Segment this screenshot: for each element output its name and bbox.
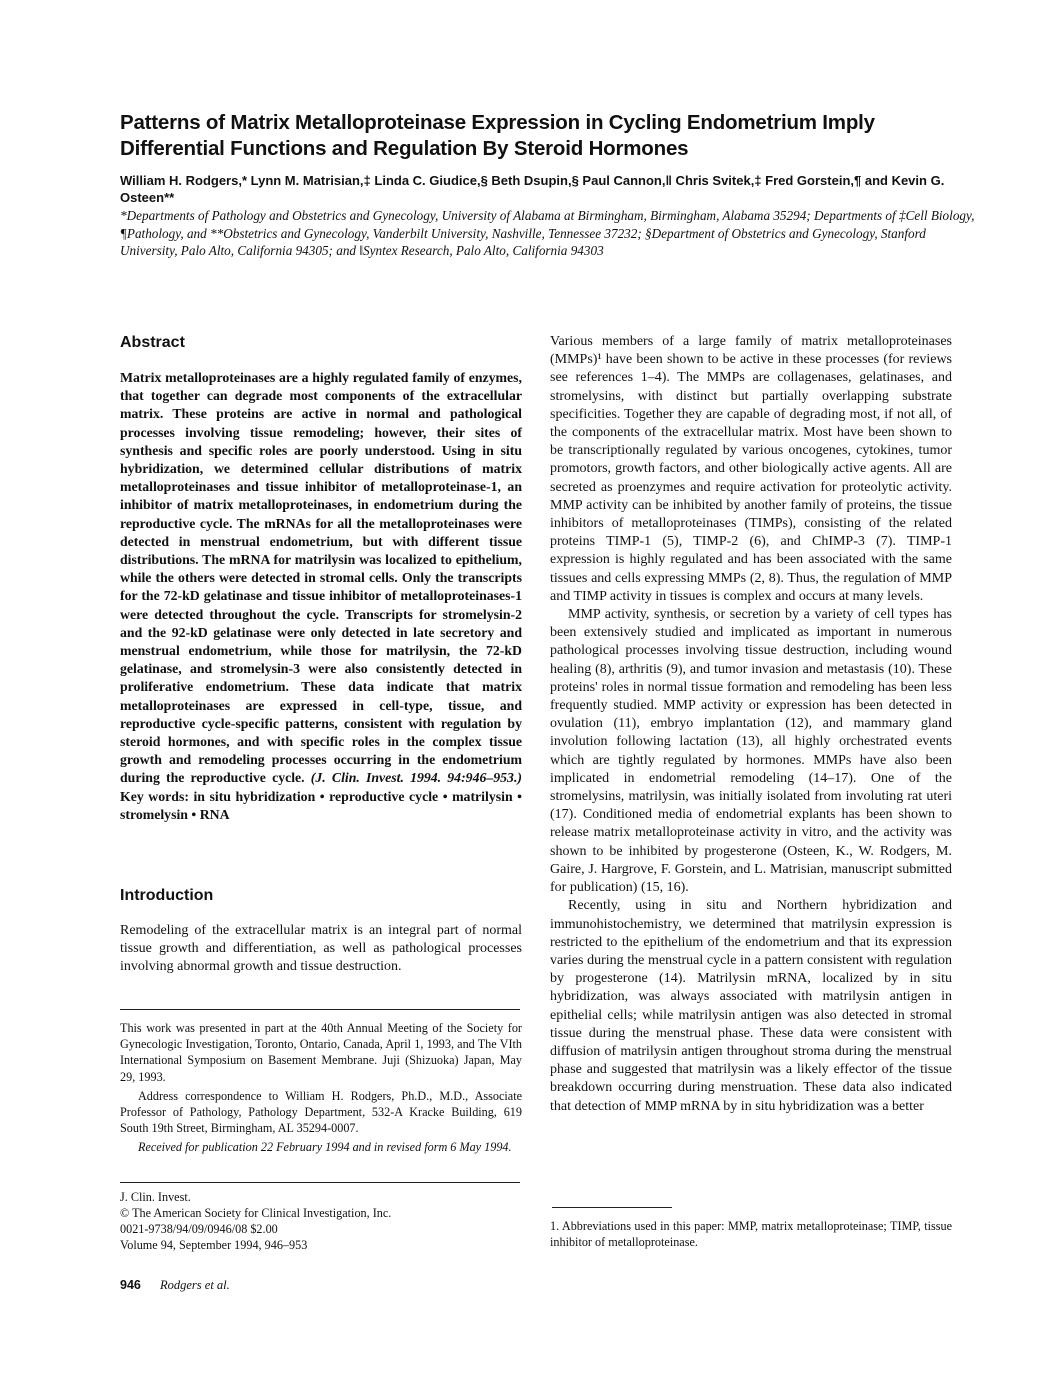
presentation-note: This work was presented in part at the 40th Annual Meeting of the Society for Gynecologic Investigation, Toronto, Ontario, Canada, April 1, 1993, and The VIth International Symposium on Basement Membrane. Juji (Shizuoka) Japan, May 29, 1993. bbox=[120, 1021, 522, 1084]
page-footer bbox=[120, 1278, 230, 1293]
issn-line: 0021-9738/94/09/0946/08 $2.00 bbox=[120, 1222, 278, 1236]
right-column-body bbox=[550, 333, 952, 1116]
publication-info bbox=[120, 1189, 522, 1253]
abstract-citation: (J. Clin. Invest. 1994. 94:946–953.) bbox=[310, 770, 523, 786]
journal-name: J. Clin. Invest. bbox=[120, 1190, 191, 1204]
received-note: Received for publication 22 February 1994 and in revised form 6 May 1994. bbox=[138, 1140, 512, 1155]
abstract-keywords: Key words: in situ hybridization • reproductive cycle • matrilysin • stromelysin • RNA bbox=[120, 788, 522, 822]
volume-line: Volume 94, September 1994, 946–953 bbox=[120, 1238, 308, 1252]
body-paragraph-1: Various members of a large family of matrix metalloproteinases (MMPs)¹ have been shown to be active in these processes (for reviews see references 1–4). The MMPs are collagenases, gelatinases, and stromelysins, with distinct but partially overlapping substrate specificities. Together they are capable of degrading most, if not all, of the components of the extracellular matrix. Most have been shown to be transcriptionally regulated by various oncogenes, cytokines, tumor promotors, growth factors, and other biologically active agents. All are secreted as proenzymes and require activation for proteolytic activity. MMP activity can be inhibited by another family of proteins, the tissue inhibitors of metalloproteinases (TIMPs), consisting of the related proteins TIMP-1 (5), TIMP-2 (6), and ChIMP-3 (7). TIMP-1 expression is highly regulated and has been associated with the same tissues and cells expressing MMPs (2, 8). Thus, the regulation of MMP and TIMP activity in tissues is complex and occurs at many levels. bbox=[550, 334, 952, 604]
page-number: 946 bbox=[120, 1278, 141, 1292]
introduction-paragraph: Remodeling of the extracellular matrix is an integral part of normal tissue growth and differentiation, as well as pathological processes involving abnormal growth and tissue destruction. bbox=[120, 923, 522, 975]
introduction-section bbox=[120, 886, 522, 977]
article-title: Patterns of Matrix Metalloproteinase Expression in Cycling Endometrium Imply Differential Functions and Regulation By Steroid Hormones bbox=[120, 111, 875, 160]
abbreviations-footnote: 1. Abbreviations used in this paper: MMP, matrix metalloproteinase; TIMP, tissue inhibitor of metalloproteinase. bbox=[550, 1219, 952, 1250]
copyright-line: © The American Society for Clinical Investigation, Inc. bbox=[120, 1206, 392, 1220]
pubinfo-divider bbox=[120, 1182, 520, 1183]
abstract-text: Matrix metalloproteinases are a highly regulated family of enzymes, that together can degrade most components of the extracellular matrix. These proteins are active in normal and pathological processes involving tissue remodeling; however, their sites of synthesis and specific roles are poorly understood. Using in situ hybridization, we determined cellular distributions of matrix metalloproteinases and tissue inhibitor of metalloproteinase-1, an inhibitor of matrix metalloproteinases, in endometrium during the reproductive cycle. The mRNAs for all the metalloproteinases were detected in menstrual endometrium, but with different tissue distributions. The mRNA for matrilysin was localized to epithelium, while the others were detected in stromal cells. Only the transcripts for the 72-kD gelatinase and tissue inhibitor of metalloproteinases-1 were detected throughout the cycle. Transcripts for stromelysin-2 and the 92-kD gelatinase were only detected in late secretory and menstrual endometrium, while those for matrilysin, the 72-kD gelatinase, and stromelysin-3 were also consistently detected in proliferative endometrium. These data indicate that matrix metalloproteinases are expressed in cell-type, tissue, and reproductive cycle-specific patterns, consistent with regulation by steroid hormones, and with specific roles in the complex tissue growth and remodeling processes occurring in the endometrium during the reproductive cycle. bbox=[120, 370, 522, 786]
left-footnotes bbox=[120, 1020, 522, 1156]
introduction-heading: Introduction bbox=[120, 887, 214, 904]
body-paragraph-3: Recently, using in situ and Northern hybridization and immunohistochemistry, we determined that matrilysin expression is restricted to the epithelium of the endometrium and that its expression varies during the menstrual cycle in a pattern consistent with regulation by progesterone (14). Matrilysin mRNA, localized by in situ hybridization, was always associated with matrilysin antigen in epithelial cells; while matrilysin antigen was also detected in stromal tissue during the menstrual phase. These data were consistent with diffusion of matrilysin antigen throughout stroma during the menstrual phase and suggested that matrilysin was a likely effector of the tissue breakdown occurring during menstruation. These data also indicated that detection of MMP mRNA by in situ hybridization was a better bbox=[550, 898, 952, 1114]
body-paragraph-2: MMP activity, synthesis, or secretion by a variety of cell types has been extensively studied and implicated as important in numerous pathological processes involving tissue destruction, including wound healing (8), arthritis (9), and tumor invasion and metastasis (10). These proteins' roles in normal tissue formation and remodeling has been less frequently studied. MMP activity or expression has been detected in ovulation (11), embryo implantation (12), and mammary gland involution following lactation (13), all highly orchestrated events which are tightly regulated by hormones. MMPs have also been implicated in endometrial remodeling (14–17). One of the stromelysins, matrilysin, was initially isolated from involuting rat uteri (17). Conditioned media of endometrial explants has been shown to release matrix metalloproteinase activity in vitro, and the activity was shown to be inhibited by progesterone (Osteen, K., W. Rodgers, M. Gaire, J. Hargrove, F. Gorstein, and L. Matrisian, manuscript submitted for publication) (15, 16). bbox=[550, 607, 952, 896]
running-head: Rodgers et al. bbox=[159, 1278, 230, 1292]
footnote-divider bbox=[120, 1009, 520, 1010]
correspondence-note: Address correspondence to William H. Rodgers, Ph.D., M.D., Associate Professor of Pathology, Pathology Department, 532-A Kracke Building, 619 South 19th Street, Birmingham, AL 35294-0007. bbox=[120, 1088, 522, 1136]
author-list: William H. Rodgers,* Lynn M. Matrisian,‡ Linda C. Giudice,§ Beth Dsupin,§ Paul Cannon,‖ Chris Svitek,‡ Fred Gorstein,¶ and Kevin G. Osteen** bbox=[120, 173, 945, 205]
right-footnote-divider bbox=[552, 1207, 672, 1208]
author-affiliations: *Departments of Pathology and Obstetrics and Gynecology, University of Alabama at Birmingham, Birmingham, Alabama 35294; Departments of ‡Cell Biology, ¶Pathology, and **Obstetrics and Gynecology, Vanderbilt University, Nashville, Tennessee 37232; §Department of Obstetrics and Gynecology, Stanford University, Palo Alto, California 94305; and ‖Syntex Research, Palo Alto, California 94303 bbox=[120, 208, 975, 258]
abstract-section bbox=[120, 333, 522, 824]
abstract-heading: Abstract bbox=[120, 334, 185, 351]
abstract-body bbox=[120, 369, 522, 824]
